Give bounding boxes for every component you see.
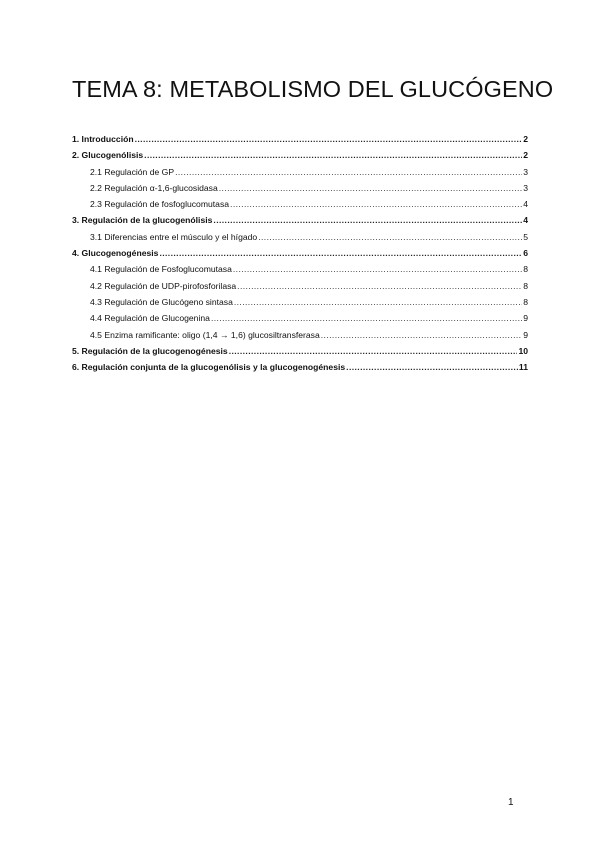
toc-dot-leader — [229, 343, 518, 359]
toc-entry-diferencias-musculo-higado[interactable] — [72, 229, 528, 245]
toc-entry-label: 5. Regulación de la glucogenogénesis — [72, 345, 228, 356]
toc-entry-page: 10 — [518, 345, 528, 356]
toc-entry-label: 1. Introducción — [72, 134, 134, 144]
toc-entry-regulacion-gp[interactable] — [72, 164, 528, 180]
toc-entry-introduccion[interactable] — [72, 131, 528, 147]
toc-entry-page: 3 — [523, 166, 528, 177]
toc-entry-glucogenolisis[interactable] — [72, 147, 528, 163]
toc-entry-page: 8 — [523, 296, 528, 307]
toc-dot-leader — [213, 212, 522, 228]
toc-entry-page: 2 — [523, 150, 528, 161]
toc-entry-glucogenogenesis[interactable] — [72, 245, 528, 261]
toc-entry-regulacion-glucogenogenesis[interactable] — [72, 343, 528, 359]
toc-entry-page: 5 — [523, 231, 528, 242]
toc-entry-regulacion-fosfoglucomutasa-sintesis[interactable] — [72, 261, 528, 277]
toc-entry-page: 8 — [523, 264, 528, 275]
toc-entry-label: 3. Regulación de la glucogenólisis — [72, 215, 213, 226]
toc-entry-page: 4 — [523, 215, 528, 226]
toc-entry-page: 9 — [523, 313, 528, 324]
toc-entry-label: 3.1 Diferencias entre el músculo y el hígado — [90, 231, 258, 242]
toc-entry-label: 2.2 Regulación α-1,6-glucosidasa — [90, 182, 218, 193]
toc-dot-leader — [144, 147, 522, 163]
toc-entry-regulacion-fosfoglucomutasa[interactable] — [72, 196, 528, 212]
toc-dot-leader — [159, 245, 522, 261]
page-number: 1 — [508, 797, 514, 808]
toc-entry-label: 4. Glucogenogénesis — [72, 248, 159, 259]
toc-entry-page: 9 — [523, 329, 528, 340]
toc-dot-leader — [211, 310, 522, 326]
toc-entry-page: 2 — [523, 134, 528, 144]
toc-dot-leader — [233, 261, 522, 277]
toc-entry-page: 8 — [523, 280, 528, 291]
toc-entry-label: 4.4 Regulación de Glucogenina — [90, 313, 210, 324]
toc-dot-leader — [219, 180, 522, 196]
toc-dot-leader — [258, 229, 522, 245]
toc-entry-regulacion-glucogenolisis[interactable] — [72, 212, 528, 228]
toc-entry-regulacion-conjunta[interactable] — [72, 359, 528, 375]
toc-dot-leader — [175, 164, 522, 180]
toc-entry-page: 11 — [518, 362, 528, 373]
toc-entry-label: 4.5 Enzima ramificante: oligo (1,4 → 1,6) glucosiltransferasa — [90, 329, 320, 340]
toc-entry-label: 2. Glucogenólisis — [72, 150, 144, 161]
toc-entry-label: 2.3 Regulación de fosfoglucomutasa — [90, 199, 230, 210]
document-title: TEMA 8: METABOLISMO DEL GLUCÓGENO — [72, 76, 554, 102]
toc-dot-leader — [135, 131, 523, 147]
toc-entry-regulacion-glucogenina[interactable] — [72, 310, 528, 326]
toc-entry-label: 6. Regulación conjunta de la glucogenólisis y la glucogenogénesis — [72, 362, 346, 373]
toc-dot-leader — [234, 294, 522, 310]
toc-entry-page: 4 — [523, 199, 528, 210]
toc-dot-leader — [346, 359, 518, 375]
toc-dot-leader — [237, 278, 522, 294]
table-of-contents — [72, 131, 528, 375]
toc-entry-label: 4.1 Regulación de Fosfoglucomutasa — [90, 264, 232, 275]
toc-entry-label: 2.1 Regulación de GP — [90, 166, 175, 177]
toc-entry-regulacion-udp-pirofosforilasa[interactable] — [72, 278, 528, 294]
toc-entry-page: 3 — [523, 182, 528, 193]
toc-entry-regulacion-glucogeno-sintasa[interactable] — [72, 294, 528, 310]
toc-entry-enzima-ramificante[interactable] — [72, 327, 528, 343]
toc-entry-page: 6 — [523, 248, 528, 259]
toc-entry-label: 4.3 Regulación de Glucógeno sintasa — [90, 296, 233, 307]
toc-dot-leader — [230, 196, 522, 212]
toc-dot-leader — [321, 327, 522, 343]
toc-entry-regulacion-glucosidasa[interactable] — [72, 180, 528, 196]
toc-entry-label: 4.2 Regulación de UDP-pirofosforilasa — [90, 280, 237, 291]
